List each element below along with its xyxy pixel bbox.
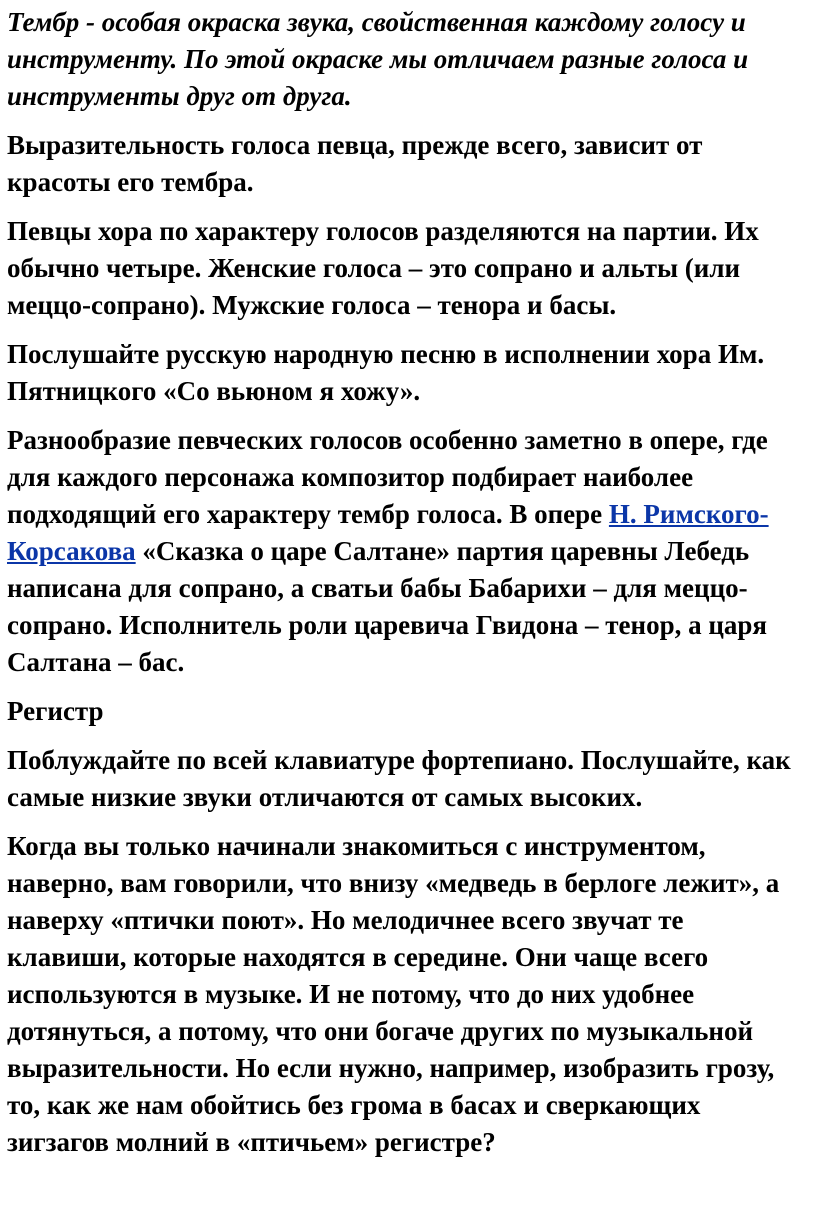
paragraph-listen-song: Послушайте русскую народную песню в исполнении хора Им. Пятницкого «Со вьюном я хожу». <box>7 339 765 406</box>
opera-text-before: Разнообразие певческих голосов особенно заметно в опере, где для каждого персонажа композитор подбирает наиболее подходящий его характеру тембр голоса. В опере <box>7 425 768 529</box>
paragraph-opera <box>7 422 806 681</box>
paragraph-choir-parts: Певцы хора по характеру голосов разделяются на партии. Их обычно четыре. Женские голоса – это сопрано и альты (или меццо-сопрано). Мужские голоса – тенора и басы. <box>7 216 759 320</box>
intro-paragraph: Тембр - особая окраска звука, свойственная каждому голосу и инструменту. По этой окраске мы отличаем разные голоса и инструменты друг от друга. <box>7 7 749 111</box>
document-page <box>0 4 816 1161</box>
opera-text-after: «Сказка о царе Салтане» партия царевны Лебедь написана для сопрано, а сватьи бабы Бабарихи – для меццо-сопрано. Исполнитель роли царевича Гвидона – тенор, а царя Салтана – бас. <box>7 536 768 677</box>
paragraph-piano-keys: Поблуждайте по всей клавиатуре фортепиано. Послушайте, как самые низкие звуки отличаются от самых высоких. <box>7 745 791 812</box>
paragraph-expressiveness: Выразительность голоса певца, прежде всего, зависит от красоты его тембра. <box>7 130 703 197</box>
paragraph-registers-explanation: Когда вы только начинали знакомиться с инструментом, наверно, вам говорили, что внизу «медведь в берлоге лежит», а наверху «птички поют». Но мелодичнее всего звучат те клавиши, которые находятся в середине. Они чаще всего используются в музыке. И не потому, что до них удобнее дотянуться, а потому, что они богаче других по музыкальной выразительности. Но если нужно, например, изобразить грозу, то, как же нам обойтись без грома в басах и сверкающих зигзагов молний в «птичьем» регистре? <box>7 831 780 1157</box>
heading-register: Регистр <box>7 696 104 726</box>
rimsky-korsakov-link[interactable]: Н. Римского-Корсакова <box>7 499 769 566</box>
